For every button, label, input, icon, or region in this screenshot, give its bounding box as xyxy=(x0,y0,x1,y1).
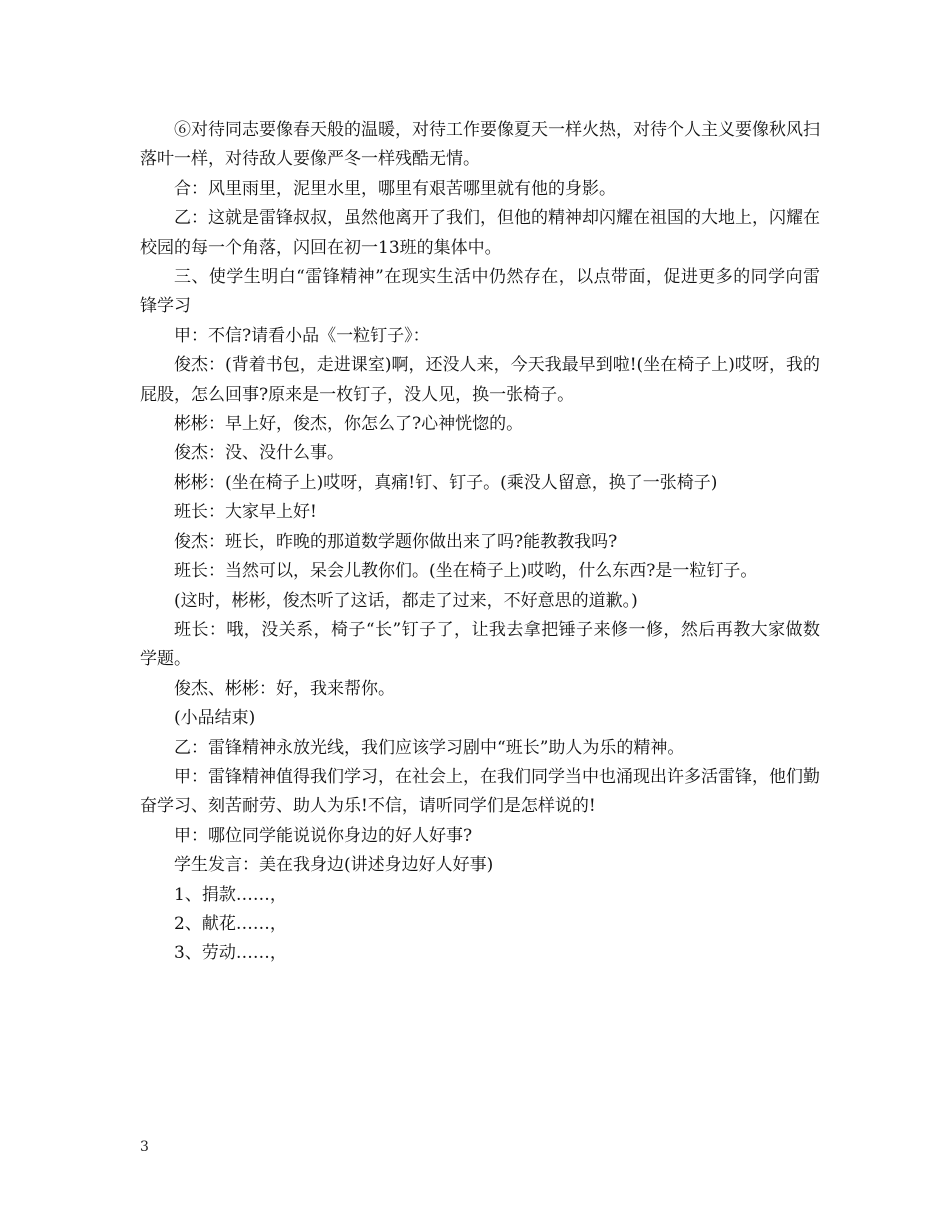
dialogue-line: 俊杰：(背着书包，走进课室)啊，还没人来，今天我最早到啦!(坐在椅子上)哎呀，我的屁股，怎么回事?原来是一枚钉子，没人见，换一张椅子。 xyxy=(140,355,820,405)
dialogue-line: 甲：雷锋精神值得我们学习，在社会上，在我们同学当中也涌现出许多活雷锋，他们勤奋学习、刻苦耐劳、助人为乐!不信，请听同学们是怎样说的! xyxy=(140,766,820,817)
paragraph: 学生发言：美在我身边(讲述身边好人好事) xyxy=(174,855,494,876)
paragraph: ⑥对待同志要像春天般的温暖，对待工作要像夏天一样火热，对待个人主义要像秋风扫落叶一样，对待敌人要像严冬一样残酷无情。 xyxy=(140,120,820,170)
dialogue-line: 俊杰：没、没什么事。 xyxy=(174,443,344,464)
stage-direction: (小品结束) xyxy=(174,708,256,729)
dialogue-line: 班长：大家早上好! xyxy=(174,502,317,523)
paragraph: 甲：不信?请看小品《一粒钉子》： xyxy=(174,325,430,346)
list-item: 3、劳动……， xyxy=(174,943,287,964)
dialogue-line: 俊杰、彬彬：好，我来帮你。 xyxy=(174,678,395,699)
section-heading: 三、使学生明白“雷锋精神”在现实生活中仍然存在，以点带面，促进更多的同学向雷锋学习 xyxy=(140,267,820,317)
dialogue-line: 彬彬：早上好，俊杰，你怎么了?心神恍惚的。 xyxy=(174,414,524,435)
stage-direction: (这时，彬彬，俊杰听了这话，都走了过来，不好意思的道歉。) xyxy=(174,590,638,611)
dialogue-line: 班长：当然可以，呆会儿教你们。(坐在椅子上)哎哟，什么东西?是一粒钉子。 xyxy=(174,561,758,582)
list-item: 1、捐款……， xyxy=(174,884,287,905)
document-body xyxy=(140,116,820,969)
dialogue-line: 俊杰：班长，昨晚的那道数学题你做出来了吗?能教教我吗? xyxy=(174,531,618,552)
dialogue-line: 乙：雷锋精神永放光线，我们应该学习剧中“班长”助人为乐的精神。 xyxy=(174,737,685,758)
dialogue-line: 班长：哦，没关系，椅子“长”钉子了，让我去拿把锤子来修一修，然后再教大家做数学题。 xyxy=(140,619,820,670)
list-item: 2、献花……， xyxy=(174,913,287,934)
page-number: 3 xyxy=(140,1139,149,1155)
dialogue-line: 彬彬：(坐在椅子上)哎呀，真痛!钉、钉子。(乘没人留意，换了一张椅子) xyxy=(174,472,718,493)
paragraph: 乙：这就是雷锋叔叔，虽然他离开了我们，但他的精神却闪耀在祖国的大地上，闪耀在校园的每一个角落，闪回在初一13班的集体中。 xyxy=(140,208,820,258)
dialogue-line: 甲：哪位同学能说说你身边的好人好事? xyxy=(174,825,473,846)
paragraph: 合：风里雨里，泥里水里，哪里有艰苦哪里就有他的身影。 xyxy=(174,178,616,199)
